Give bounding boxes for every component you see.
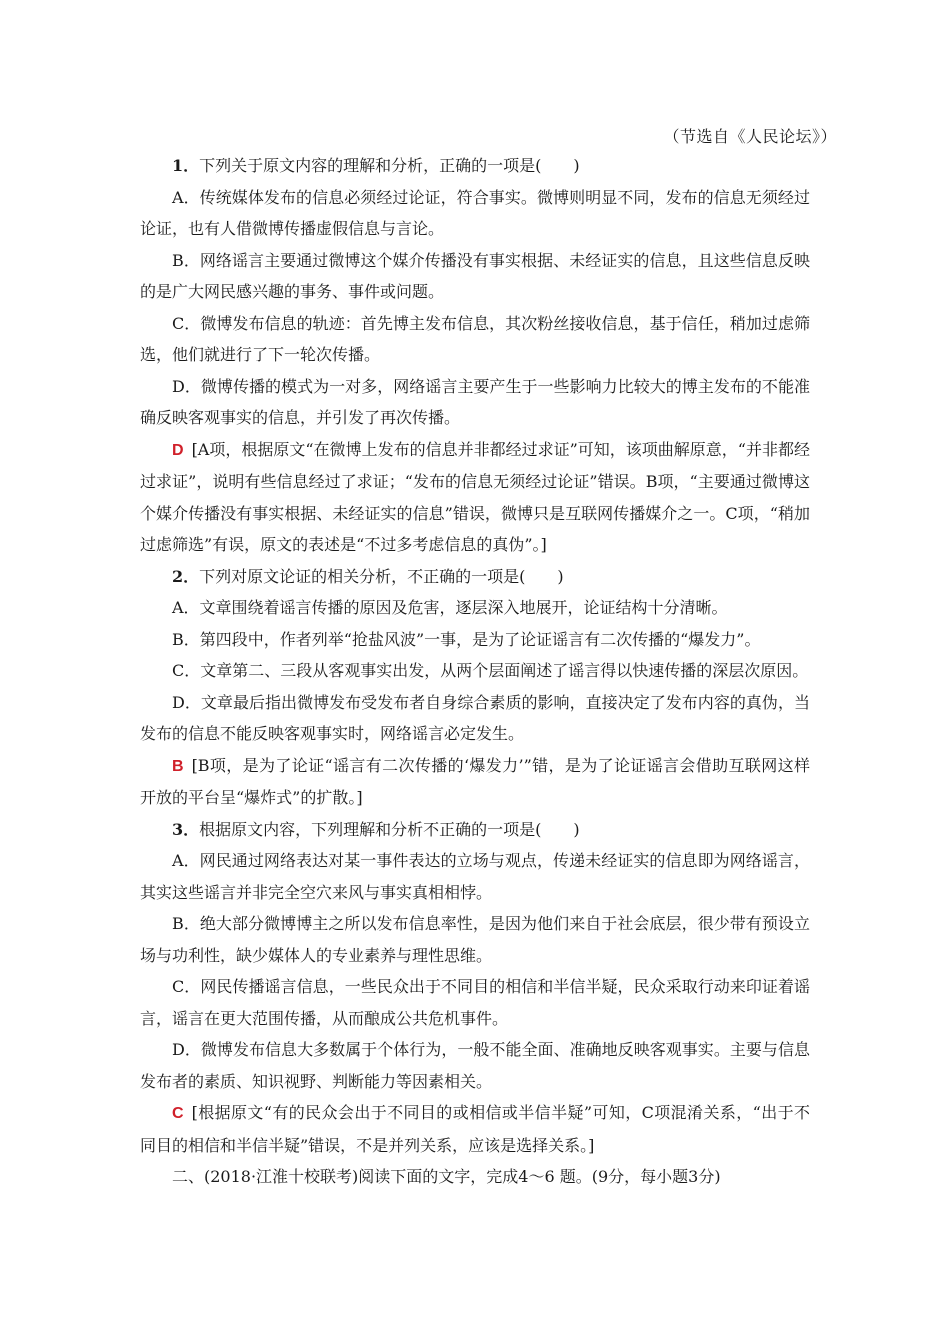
question-1-answer: D	[172, 441, 184, 459]
question-3-answer-explanation	[140, 1097, 810, 1161]
question-3-option-c: C．网民传播谣言信息，一些民众出于不同目的相信和半信半疑，民众采取行动来印证着谣言，谣言在更大范围传播，从而酿成公共危机事件。	[140, 977, 810, 1028]
question-2-explanation: [B项，是为了论证“谣言有二次传播的‘爆发力’”错，是为了论证谣言会借助互联网这样开放的平台呈“爆炸式”的扩散。]	[140, 755, 810, 807]
question-2-option-c: C．文章第二、三段从客观事实出发，从两个层面阐述了谣言得以快速传播的深层次原因。	[172, 661, 809, 680]
question-2-answer-explanation	[140, 750, 810, 814]
question-3-option-d: D．微博发布信息大多数属于个体行为，一般不能全面、准确地反映客观事实。主要与信息发布者的素质、知识视野、判断能力等因素相关。	[140, 1040, 810, 1091]
question-1-option-c: C．微博发布信息的轨迹：首先博主发布信息，其次粉丝接收信息，基于信任，稍加过虑筛选，他们就进行了下一轮次传播。	[140, 313, 810, 364]
question-2-option-d: D．文章最后指出微博发布受发布者自身综合素质的影响，直接决定了发布内容的真伪，当发布的信息不能反映客观事实时，网络谣言必定发生。	[140, 692, 810, 743]
question-2-text: 下列对原文论证的相关分析，不正确的一项是( )	[199, 566, 564, 586]
question-3-number: 3．	[172, 819, 200, 839]
question-3-answer: C	[172, 1105, 184, 1122]
question-1-text: 下列关于原文内容的理解和分析，正确的一项是( )	[199, 156, 580, 175]
question-3-stem	[140, 814, 810, 846]
question-1-option-a: A．传统媒体发布的信息必须经过论证，符合事实。微博则明显不同，发布的信息无须经过论证，也有人借微博传播虚假信息与言论。	[140, 187, 810, 238]
document-body	[140, 150, 810, 1193]
question-2-option-b: B．第四段中，作者列举“抢盐风波”一事，是为了论证谣言有二次传播的“爆发力”。	[172, 629, 761, 649]
question-3-explanation: [根据原文“有的民众会出于不同目的或相信或半信半疑”可知，C项混淆关系，“出于不同目的相信和半信半疑”错误，不是并列关系，应该是选择关系。]	[140, 1103, 810, 1155]
question-1-option-d: D．微博传播的模式为一对多，网络谣言主要产生于一些影响力比较大的博主发布的不能准确反映客观事实的信息，并引发了再次传播。	[140, 376, 810, 427]
question-2-option-a: A．文章围绕着谣言传播的原因及危害，逐层深入地展开，论证结构十分清晰。	[172, 598, 728, 617]
section-2-heading: 二、(2018·江淮十校联考)阅读下面的文字，完成4～6 题。(9分，每小题3分)	[172, 1167, 721, 1186]
question-3-option-b: B．绝大部分微博博主之所以发布信息率性，是因为他们来自于社会底层，很少带有预设立场与功利性，缺少媒体人的专业素养与理性思维。	[140, 914, 810, 965]
question-2-answer: B	[172, 757, 184, 775]
question-3-option-a: A．网民通过网络表达对某一事件表达的立场与观点，传递未经证实的信息即为网络谣言，其实这些谣言并非完全空穴来风与事实真相相悖。	[140, 851, 810, 902]
question-1-explanation: [A项，根据原文“在微博上发布的信息并非都经过求证”可知，该项曲解原意，“并非都经过求证”，说明有些信息经过了求证；“发布的信息无须经过论证”错误。B项，“主要通过微博这个媒介传播没有事实根据、未经证实的信息”错误，微博只是互联网传播媒介之一。C项，“稍加过虑筛选”有误，原文的表述是“不过多考虑信息的真伪”。]	[140, 439, 810, 554]
question-3-text: 根据原文内容，下列理解和分析不正确的一项是( )	[199, 819, 580, 839]
question-2-stem	[140, 561, 810, 593]
question-1-option-b: B．网络谣言主要通过微博这个媒介传播没有事实根据、未经证实的信息，且这些信息反映的是广大网民感兴趣的事务、事件或问题。	[140, 250, 810, 301]
source-citation: （节选自《人民论坛》）	[663, 127, 837, 146]
question-1-stem	[140, 150, 810, 182]
question-1-answer-explanation	[140, 434, 810, 561]
question-2-number: 2．	[172, 566, 200, 586]
question-1-number: 1．	[172, 156, 200, 175]
